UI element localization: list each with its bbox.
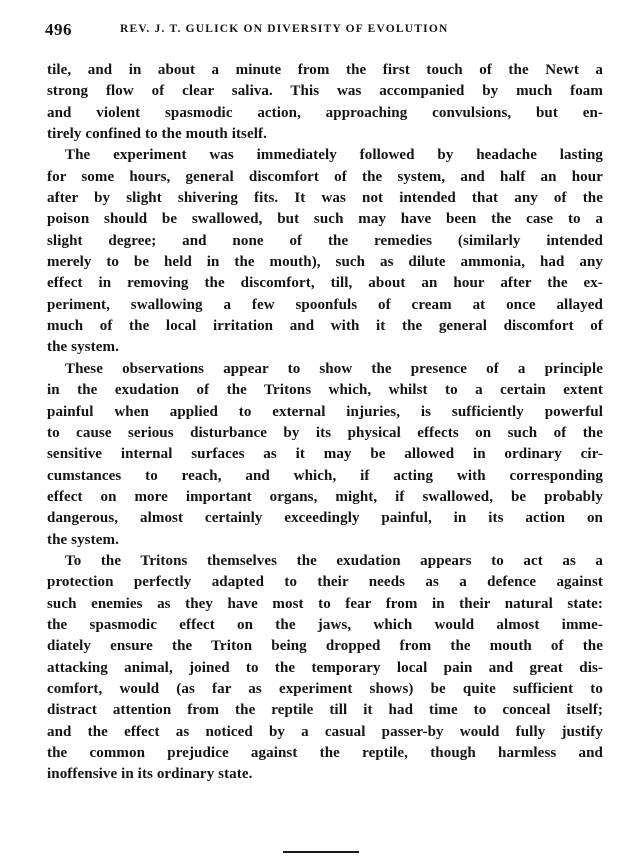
- text-line: merely to be held in the mouth), such as dilute ammonia, had any: [47, 254, 603, 271]
- text-line: To the Tritons themselves the exudation appears to act as a: [65, 552, 603, 569]
- text-line: the spasmodic effect on the jaws, which would almost imme-: [47, 616, 603, 633]
- text-line: the system.: [47, 531, 119, 548]
- text-line: diately ensure the Triton being dropped from the mouth of the: [47, 638, 603, 655]
- text-line: strong flow of clear saliva. This was accompanied by much foam: [47, 83, 603, 100]
- text-line: such enemies as they have most to fear from in their natural state:: [47, 595, 603, 612]
- text-line: to cause serious disturbance by its physical effects on such of the: [47, 424, 603, 441]
- text-line: effect in removing the discomfort, till, about an hour after the ex-: [47, 275, 603, 292]
- text-line: and violent spasmodic action, approaching convulsions, but en-: [47, 104, 603, 121]
- text-line: These observations appear to show the presence of a principle: [65, 360, 603, 377]
- text-line: effect on more important organs, might, if swallowed, be probably: [47, 488, 603, 505]
- paragraph: [47, 145, 603, 358]
- text-line: periment, swallowing a few spoonfuls of cream at once allayed: [47, 296, 603, 313]
- closing-rule: [283, 851, 359, 853]
- running-head: [45, 20, 605, 42]
- paragraph: [47, 359, 603, 551]
- text-line: and the effect as noticed by a casual passer-by would fully justify: [47, 723, 603, 740]
- text-line: the common prejudice against the reptile, though harmless and: [47, 745, 603, 761]
- text-line: tirely confined to the mouth itself.: [47, 126, 267, 143]
- text-line: poison should be swallowed, but such may have been the case to a: [47, 211, 603, 228]
- running-title: REV. J. T. GULICK ON DIVERSITY OF EVOLUTION: [120, 23, 449, 35]
- text-line: sensitive internal surfaces as it may be allowed in ordinary cir-: [47, 446, 603, 463]
- text-line: The experiment was immediately followed by headache lasting: [65, 147, 603, 164]
- text-line: attacking animal, joined to the temporary local pain and great dis-: [47, 659, 603, 676]
- paragraph: [47, 551, 603, 786]
- text-line: after by slight shivering fits. It was not intended that any of the: [47, 190, 603, 207]
- text-line: tile, and in about a minute from the first touch of the Newt a: [47, 62, 603, 78]
- body-text: [47, 60, 603, 786]
- text-line: cumstances to reach, and which, if acting with corresponding: [47, 467, 603, 484]
- text-line: inoffensive in its ordinary state.: [47, 766, 253, 783]
- text-line: much of the local irritation and with it the general discomfort of: [47, 318, 603, 335]
- text-line: slight degree; and none of the remedies (similarly intended: [47, 232, 603, 249]
- text-line: the system.: [47, 339, 119, 356]
- text-line: comfort, would (as far as experiment shows) be quite sufficient to: [47, 680, 603, 697]
- text-line: painful when applied to external injuries, is sufficiently powerful: [47, 403, 603, 420]
- text-line: for some hours, general discomfort of the system, and half an hour: [47, 168, 603, 185]
- text-line: distract attention from the reptile till it had time to conceal itself;: [47, 702, 603, 719]
- paragraph: [47, 60, 603, 145]
- text-line: in the exudation of the Tritons which, whilst to a certain extent: [47, 382, 603, 399]
- text-line: dangerous, almost certainly exceedingly painful, in its action on: [47, 510, 603, 527]
- page-number: 496: [45, 20, 72, 39]
- text-line: protection perfectly adapted to their needs as a defence against: [47, 574, 603, 591]
